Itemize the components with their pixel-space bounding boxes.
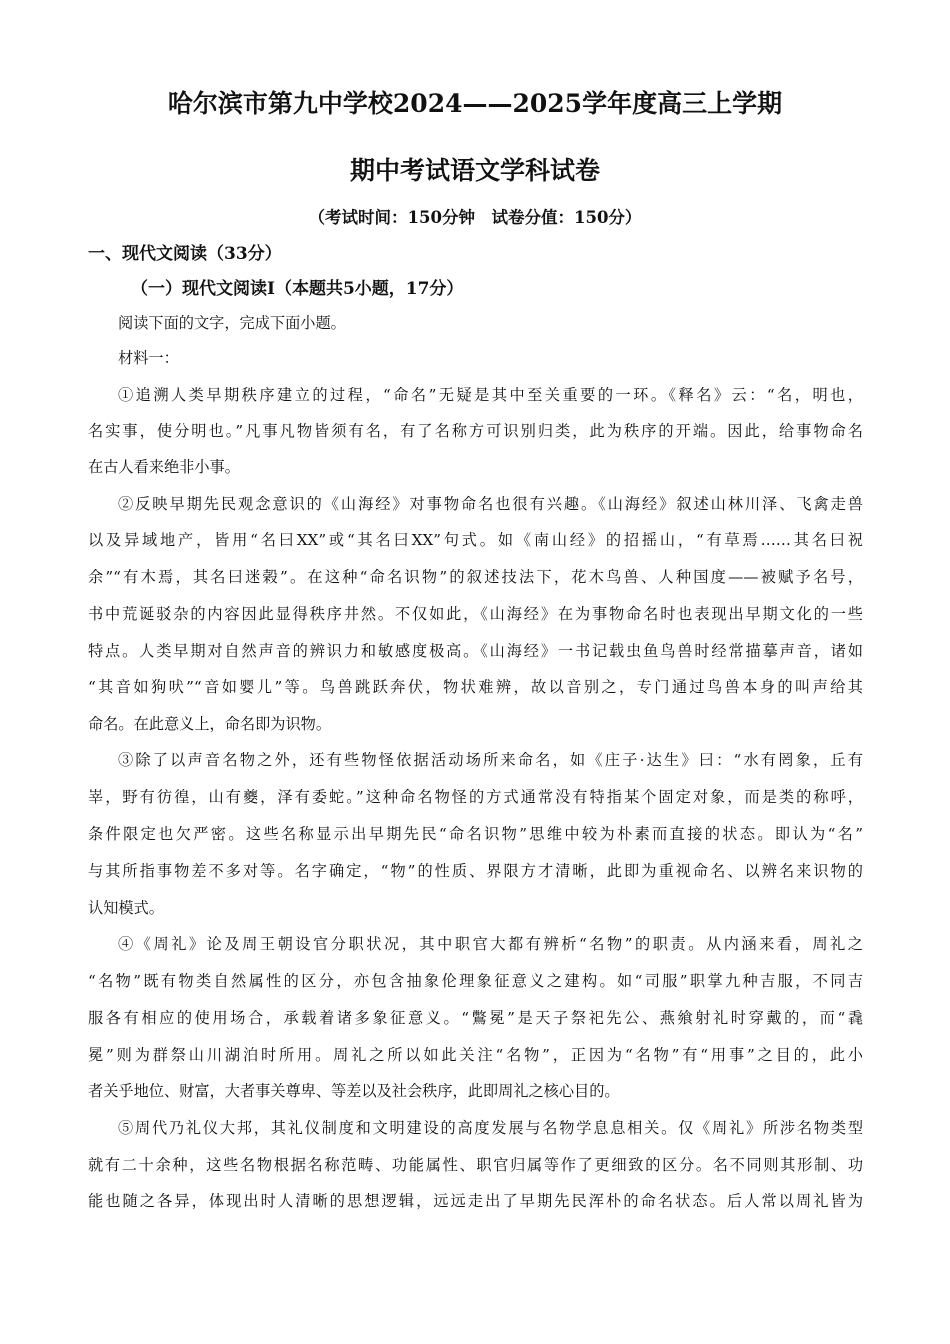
exam-title-line1: 哈尔滨市第九中学校2024——2025学年度高三上学期: [167, 89, 783, 118]
material-label: 材料一：: [118, 349, 179, 367]
body-line: ⑤周代乃礼仪大邦，其礼仪制度和文明建设的高度发展与名物学息息相关。仅《周礼》所涉名物类型: [118, 1119, 863, 1137]
body-line: 峷，野有彷徨，山有夔，泽有委蛇。”这种命名物怪的方式通常没有特指某个固定对象，而是类的称呼，: [88, 788, 863, 806]
exam-info: （考试时间：150分钟 试卷分值：150分）: [308, 208, 642, 227]
body-line: 在古人看来绝非小事。: [88, 458, 240, 476]
sub-section-heading: （一）现代文阅读Ⅰ（本题共5小题，17分）: [131, 279, 464, 299]
body-line: “名物”既有物类自然属性的区分，亦包含抽象伦理象征意义之建构。如“司服”职掌九种吉服，不同吉: [88, 972, 863, 990]
body-line: ①追溯人类早期秩序建立的过程，“命名”无疑是其中至关重要的一环。《释名》云：“名，明也，: [118, 386, 863, 404]
body-line: 特点。人类早期对自然声音的辨识力和敏感度极高。《山海经》一书记载虫鱼鸟兽时经常描摹声音，诸如: [88, 642, 863, 660]
body-line: ②反映早期先民观念意识的《山海经》对事物命名也很有兴趣。《山海经》叙述山林川泽、飞禽走兽: [118, 495, 863, 513]
body-line: “其音如狗吠”“音如婴儿”等。鸟兽跳跃奔伏，物状难辨，故以音别之，专门通过鸟兽本身的叫声给其: [88, 678, 863, 696]
body-line: 就有二十余种，这些名物根据名称范畴、功能属性、职官归属等作了更细致的区分。名不同则其形制、功: [88, 1156, 863, 1174]
body-line: 名实事，使分明也。”凡事凡物皆须有名，有了名称方可识别归类，此为秩序的开端。因此，给事物命名: [88, 422, 863, 440]
instruction-text: 阅读下面的文字，完成下面小题。: [118, 314, 346, 332]
body-line: 与其所指事物差不多对等。名字确定，“物”的性质、界限方才清晰，此即为重视命名、以辨名来识物的: [88, 862, 863, 880]
body-line: 冕”则为群祭山川湖泊时所用。周礼之所以如此关注“名物”，正因为“名物”有“用事”之目的，此小: [88, 1046, 863, 1064]
body-line: 服各有相应的使用场合，承载着诸多象征意义。“鷩冕”是天子祭祀先公、燕飨射礼时穿戴的，而“毳: [88, 1009, 863, 1027]
body-line: ④《周礼》论及周王朝设官分职状况，其中职官大都有辨析“名物”的职责。从内涵来看，周礼之: [118, 935, 863, 953]
body-line: 者关乎地位、财富，大者事关尊卑、等差以及社会秩序，此即周礼之核心目的。: [88, 1082, 620, 1100]
exam-title-line2: 期中考试语文学科试卷: [349, 156, 600, 185]
body-line: 命名。在此意义上，命名即为识物。: [88, 715, 331, 733]
body-line: 余”“有木焉，其名曰迷榖”。在这种“命名识物”的叙述技法下，花木鸟兽、人种国度——被赋予名号，: [88, 568, 863, 586]
section-heading: 一、现代文阅读（33分）: [88, 244, 282, 264]
body-line: 条件限定也欠严密。这些名称显示出早期先民“命名识物”思维中较为朴素而直接的状态。即认为“名”: [88, 825, 863, 843]
body-line: 书中荒诞驳杂的内容因此显得秩序井然。不仅如此，《山海经》在为事物命名时也表现出早期文化的一些: [88, 605, 863, 623]
body-line: 能也随之各异，体现出时人清晰的思想逻辑，远远走出了早期先民浑朴的命名状态。后人常以周礼皆为: [88, 1192, 863, 1210]
body-line: ③除了以声音名物之外，还有些物怪依据活动场所来命名，如《庄子·达生》曰：“水有罔象，丘有: [118, 751, 863, 769]
body-line: 认知模式。: [88, 899, 164, 917]
body-line: 以及异域地产，皆用“名曰XX”或“其名曰XX”句式。如《南山经》的招摇山，“有草焉……其名曰祝: [88, 531, 863, 549]
